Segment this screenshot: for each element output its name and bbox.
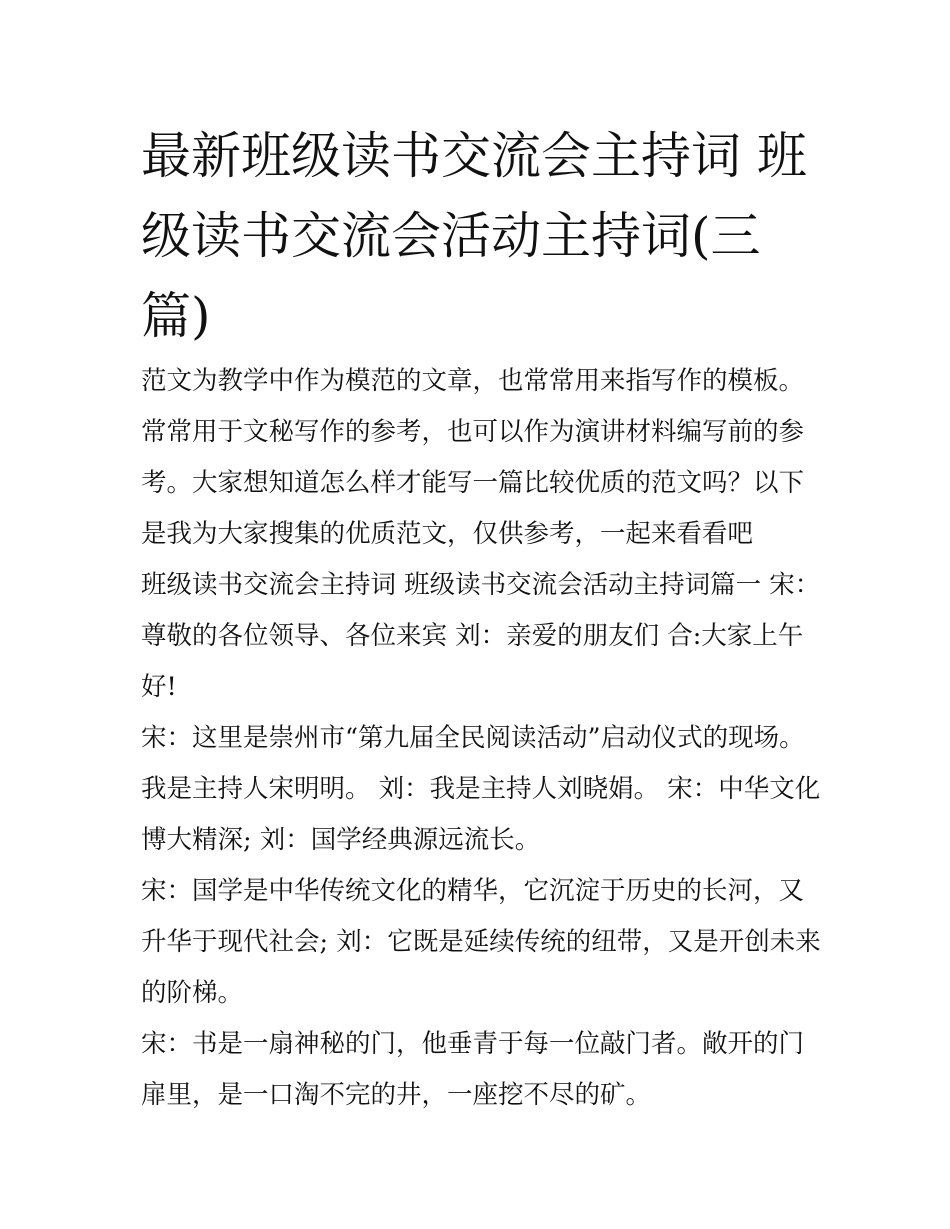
paragraph-venue: 宋：这里是崇州市“第九届全民阅读活动”启动仪式的现场。我是主持人宋明明。 刘：我是主持人刘晓娟。 宋：中华文化博大精深; 刘：国学经典源远流长。 (141, 723, 821, 855)
paragraph-opening: 班级读书交流会主持词 班级读书交流会活动主持词篇一 宋：尊敬的各位领导、各位来宾 刘：亲爱的朋友们 合:大家上午好! (141, 570, 821, 702)
document-title: 最新班级读书交流会主持词 班级读书交流会活动主持词(三篇) (141, 127, 807, 345)
paragraph-intro: 范文为教学中作为模范的文章，也常常用来指写作的模板。常常用于文秘写作的参考，也可以作为演讲材料编写前的参考。大家想知道怎么样才能写一篇比较优质的范文吗？以下是我为大家搜集的优质范文，仅供参考，一起来看看吧 (141, 366, 805, 549)
paragraph-guoxue: 宋：国学是中华传统文化的精华，它沉淀于历史的长河，又升华于现代社会; 刘：它既是延续传统的纽带，又是开创未来的阶梯。 (141, 876, 821, 1008)
paragraph-book: 宋：书是一扇神秘的门，他垂青于每一位敲门者。敞开的门扉里，是一口淘不完的井，一座挖不尽的矿。 (141, 1029, 805, 1110)
document-body (141, 356, 821, 1121)
